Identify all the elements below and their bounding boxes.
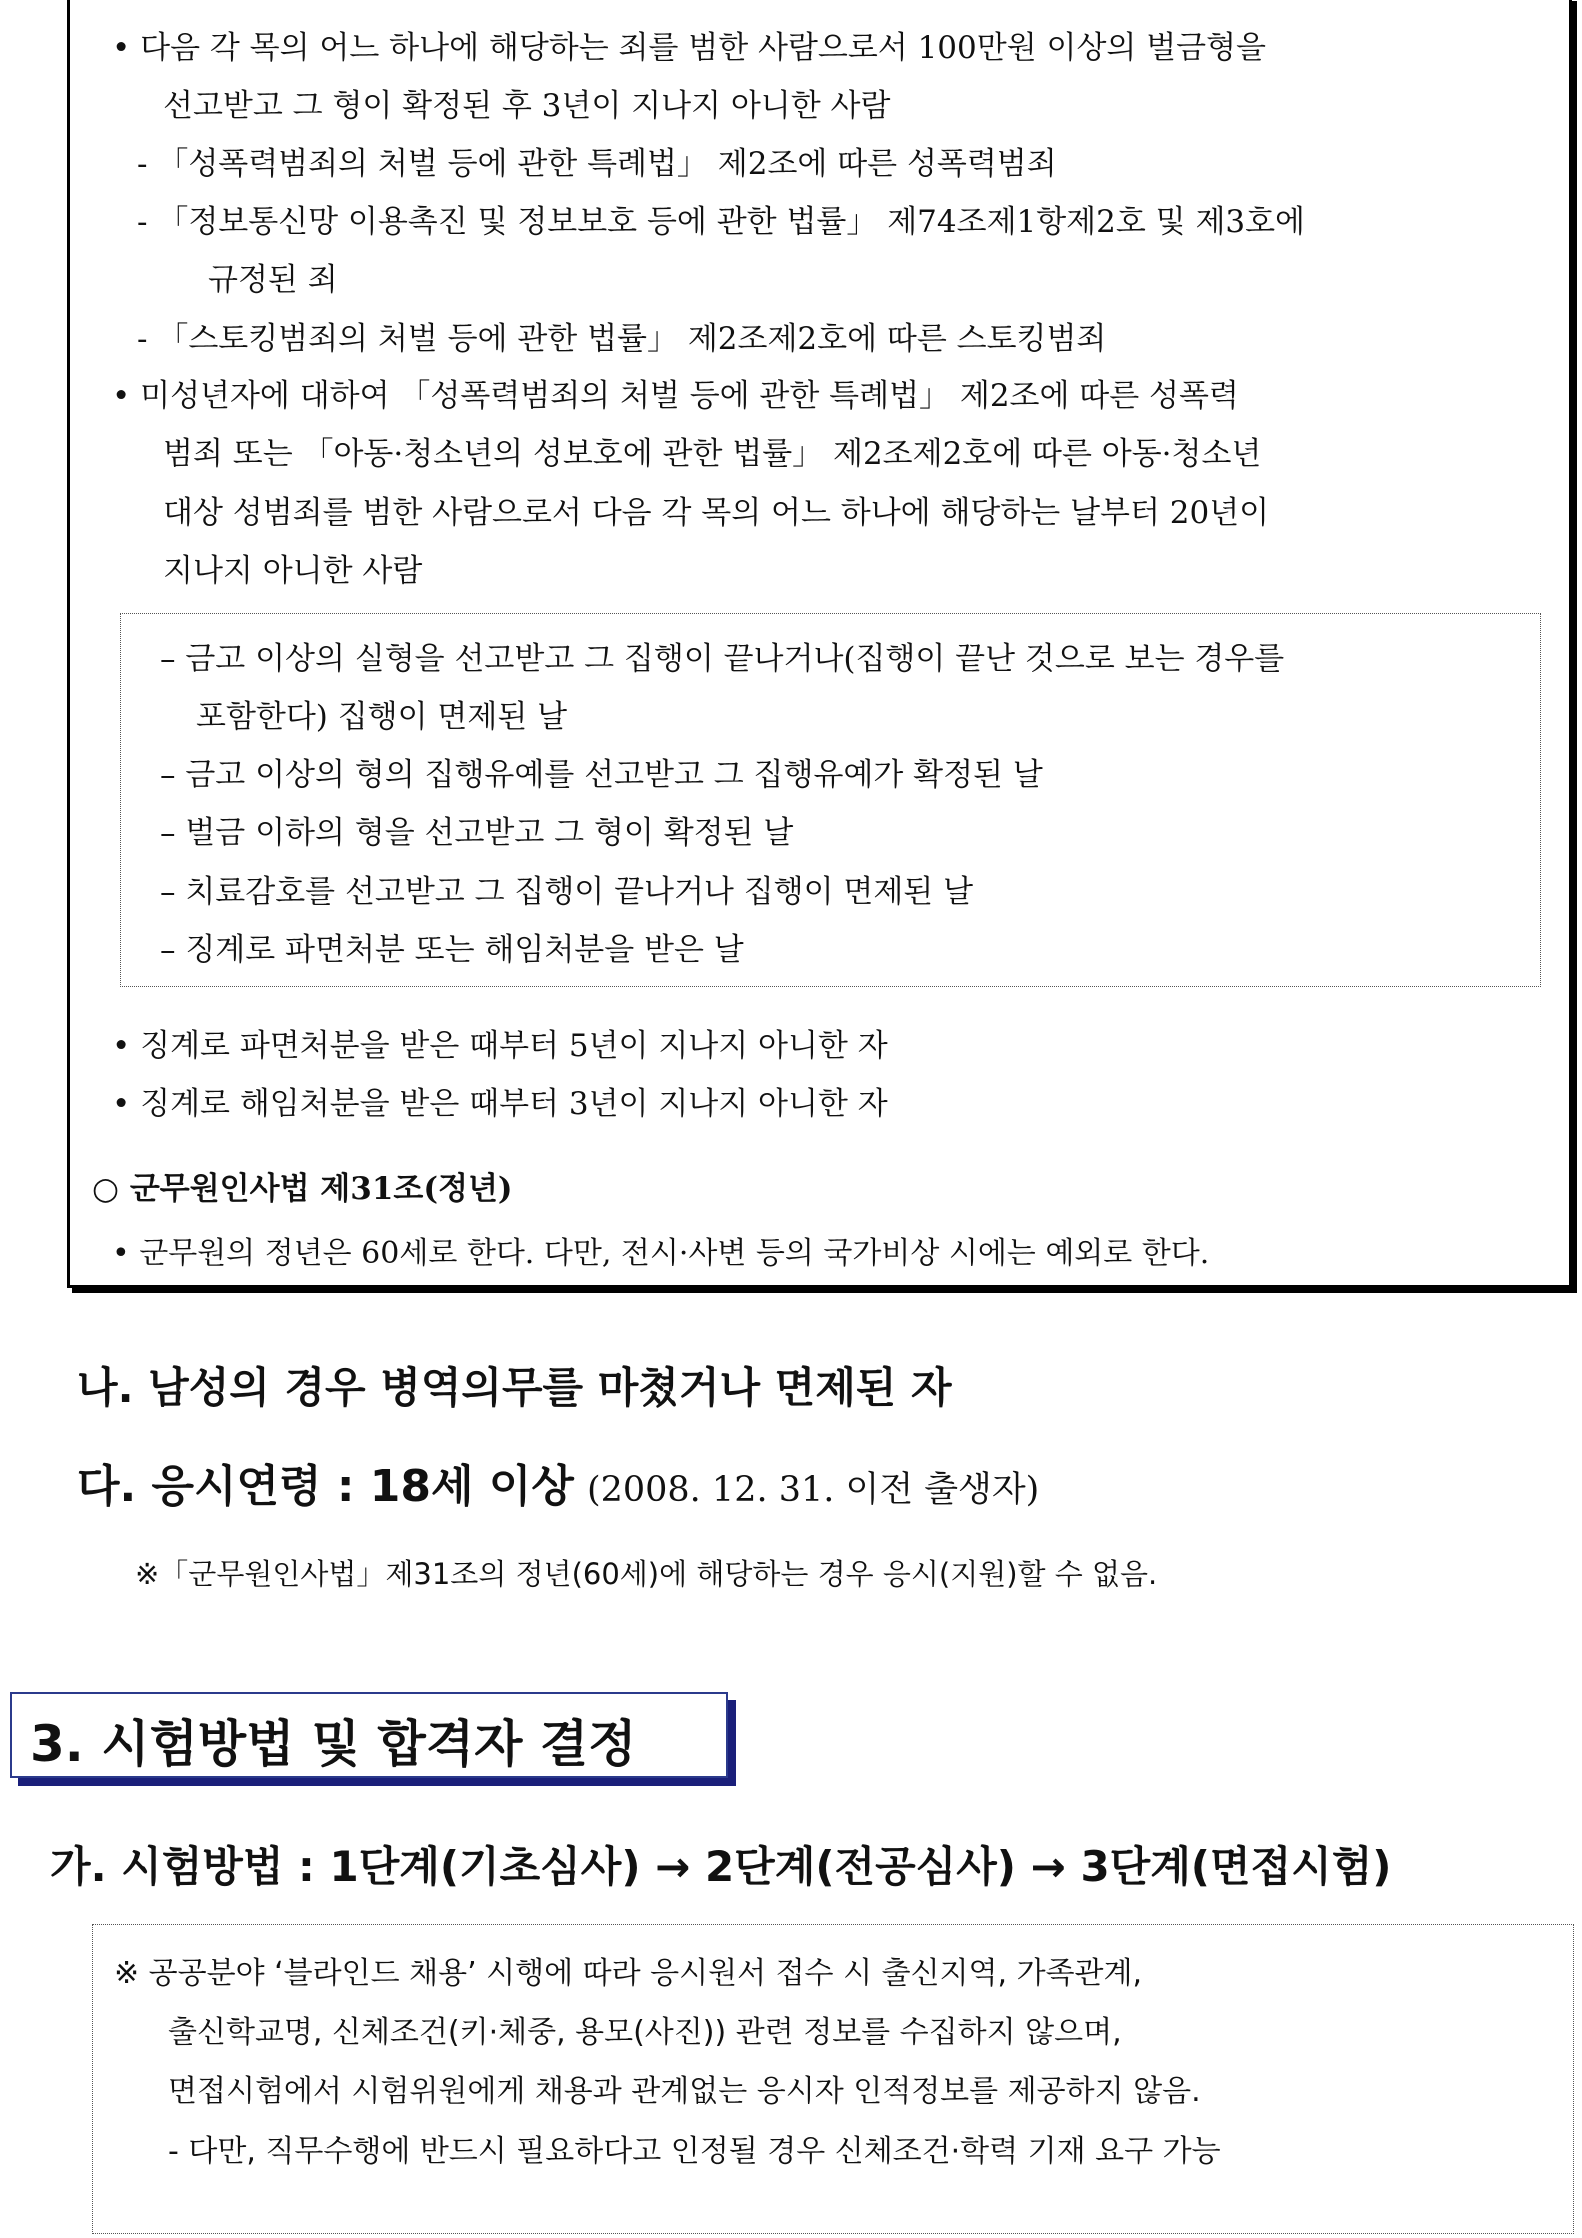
article-heading: ○ 군무원인사법 제31조(정년) [92, 1171, 513, 1207]
sub-item: - 「스토킹범죄의 처벌 등에 관한 법률」 제2조제2호에 따른 스토킹범죄 [137, 321, 1107, 357]
item-da-bold: 다. 응시연령 : 18세 이상 [77, 1461, 574, 1512]
date-item: – 치료감호를 선고받고 그 집행이 끝나거나 집행이 면제된 날 [160, 874, 974, 910]
age-note: ※「군무원인사법」제31조의 정년(60세)에 해당하는 경우 응시(지원)할 수 없음. [135, 1557, 1158, 1591]
item-na-heading: 나. 남성의 경우 병역의무를 마쳤거나 면제된 자 [77, 1363, 952, 1412]
bullet-line: • 징계로 해임처분을 받은 때부터 3년이 지나지 아니한 자 [112, 1086, 888, 1122]
article-text: • 군무원의 정년은 60세로 한다. 다만, 전시·사변 등의 국가비상 시에는 예외로 한다. [112, 1236, 1210, 1271]
blind-note-line: 출신학교명, 신체조건(키·체중, 용모(사진)) 관련 정보를 수집하지 않으며, [168, 2015, 1122, 2050]
sub-item: - 「정보통신망 이용촉진 및 정보보호 등에 관한 법률」 제74조제1항제2호 및 제3호에 [137, 204, 1306, 240]
item-ga-heading: 가. 시험방법 : 1단계(기초심사) → 2단계(전공심사) → 3단계(면접시험) [50, 1842, 1392, 1891]
date-item: – 벌금 이하의 형을 선고받고 그 형이 확정된 날 [160, 815, 794, 851]
item-da-birth-range: (2008. 12. 31. 이전 출생자) [586, 1470, 1040, 1510]
bullet-line: • 징계로 파면처분을 받은 때부터 5년이 지나지 아니한 자 [112, 1028, 888, 1064]
bullet-line-cont: 지나지 아니한 사람 [163, 553, 423, 589]
blind-note-line: - 다만, 직무수행에 반드시 필요하다고 인정될 경우 신체조건·학력 기재 요구 가능 [168, 2134, 1221, 2169]
bullet-line-cont: 범죄 또는 「아동·청소년의 성보호에 관한 법률」 제2조제2호에 따른 아동·청소년 [163, 436, 1262, 472]
section-3-title: 3. 시험방법 및 합격자 결정 [30, 1715, 637, 1773]
date-item: – 징계로 파면처분 또는 해임처분을 받은 날 [160, 932, 744, 968]
blind-note-line: 면접시험에서 시험위원에게 채용과 관계없는 응시자 인적정보를 제공하지 않음. [168, 2074, 1201, 2109]
date-item: – 금고 이상의 형의 집행유예를 선고받고 그 집행유예가 확정된 날 [160, 757, 1043, 793]
bullet-line-cont: 대상 성범죄를 범한 사람으로서 다음 각 목의 어느 하나에 해당하는 날부터 20년이 [163, 495, 1270, 531]
sub-item-cont: 규정된 죄 [208, 262, 338, 298]
date-item: – 금고 이상의 실형을 선고받고 그 집행이 끝나거나(집행이 끝난 것으로 보는 경우를 [160, 641, 1285, 677]
bullet-line: • 미성년자에 대하여 「성폭력범죄의 처벌 등에 관한 특례법」 제2조에 따른 성폭력 [112, 378, 1239, 414]
bullet-line-cont: 선고받고 그 형이 확정된 후 3년이 지나지 아니한 사람 [163, 88, 891, 124]
bullet-line: • 다음 각 목의 어느 하나에 해당하는 죄를 범한 사람으로서 100만원 이상의 벌금형을 [112, 30, 1266, 66]
blind-note-line: ※ 공공분야 ‘블라인드 채용’ 시행에 따라 응시원서 접수 시 출신지역, 가족관계, [114, 1956, 1143, 1991]
date-item-cont: 포함한다) 집행이 면제된 날 [196, 699, 568, 735]
sub-item: - 「성폭력범죄의 처벌 등에 관한 특례법」 제2조에 따른 성폭력범죄 [137, 146, 1057, 182]
item-da-heading [77, 1450, 1039, 1514]
